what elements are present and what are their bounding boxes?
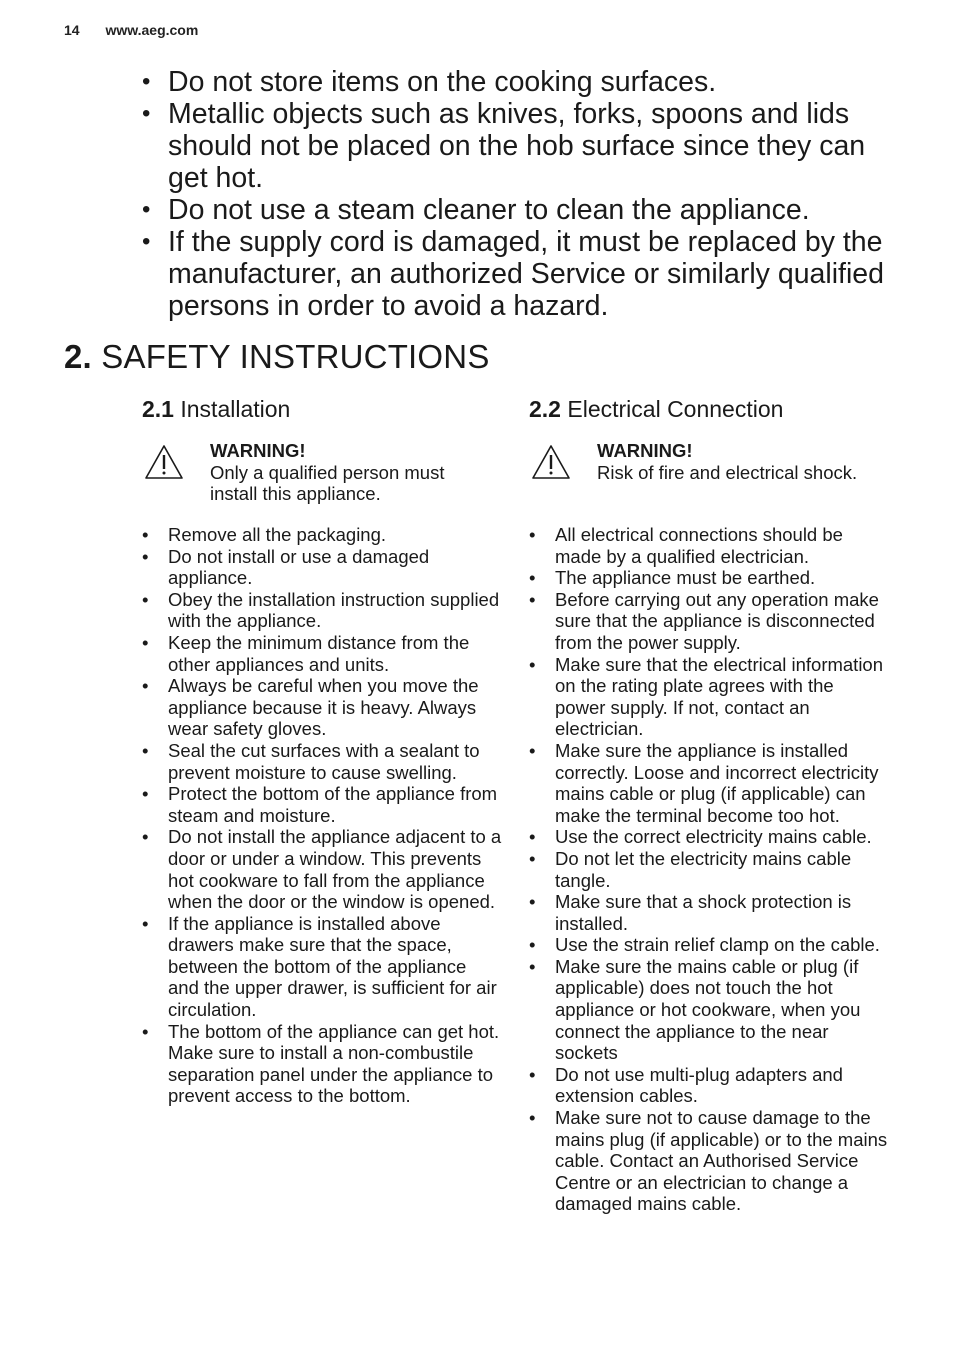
electrical-column — [529, 394, 889, 1215]
website-url: www.aeg.com — [105, 22, 199, 38]
installation-warning — [142, 440, 502, 504]
list-item: • Metallic objects such as knives, forks, spoons and lids should not be placed on the hob surface since they can get hot. — [140, 98, 900, 194]
list-item: • Remove all the packaging. — [142, 524, 502, 546]
warning-title: WARNING! — [210, 440, 306, 461]
list-item: • Make sure not to cause damage to the mains plug (if applicable) or to the mains cable. Contact an Authorised Service Centre or an electrician to change a damaged mains cable. — [529, 1107, 889, 1215]
list-item: • Protect the bottom of the appliance from steam and moisture. — [142, 783, 502, 826]
continued-safety-list — [140, 66, 900, 322]
list-item: • Do not use multi-plug adapters and extension cables. — [529, 1064, 889, 1107]
list-item: • Do not let the electricity mains cable tangle. — [529, 848, 889, 891]
list-item: • Make sure the appliance is installed correctly. Loose and incorrect electricity mains cable or plug (if applicable) can make the terminal become too hot. — [529, 740, 889, 826]
section-title: SAFETY INSTRUCTIONS — [101, 338, 490, 375]
installation-list — [142, 524, 502, 1107]
list-item: • Do not use a steam cleaner to clean the appliance. — [140, 194, 900, 226]
section-number: 2. — [64, 338, 92, 375]
installation-heading — [142, 394, 502, 424]
page-header — [64, 22, 198, 38]
subsection-number: 2.1 — [142, 396, 174, 422]
list-item: • The bottom of the appliance can get hot. Make sure to install a non-combustile separation panel under the appliance to prevent access to the bottom. — [142, 1021, 502, 1107]
subsection-title: Installation — [180, 396, 291, 422]
warning-message: Only a qualified person must install this appliance. — [210, 461, 445, 504]
warning-message: Risk of fire and electrical shock. — [597, 461, 858, 483]
electrical-list — [529, 524, 889, 1215]
list-item: • Use the correct electricity mains cable. — [529, 826, 889, 848]
warning-triangle-icon — [531, 444, 571, 480]
electrical-heading — [529, 394, 889, 424]
list-item: • Do not install or use a damaged appliance. — [142, 546, 502, 589]
list-item: • All electrical connections should be made by a qualified electrician. — [529, 524, 889, 567]
electrical-warning — [529, 440, 889, 504]
list-item: • Use the strain relief clamp on the cable. — [529, 934, 889, 956]
page-number: 14 — [64, 22, 80, 38]
list-item: • Make sure the mains cable or plug (if applicable) does not touch the hot appliance or hot cookware, when you connect the appliance to the near sockets — [529, 956, 889, 1064]
list-item: • Always be careful when you move the appliance because it is heavy. Always wear safety gloves. — [142, 675, 502, 740]
list-item: • Do not store items on the cooking surfaces. — [140, 66, 900, 98]
list-item: • If the appliance is installed above drawers make sure that the space, between the bottom of the appliance and the upper drawer, is sufficient for air circulation. — [142, 913, 502, 1021]
list-item: • Make sure that the electrical information on the rating plate agrees with the power supply. If not, contact an electrician. — [529, 654, 889, 740]
list-item: • The appliance must be earthed. — [529, 567, 889, 589]
section-heading — [64, 338, 490, 376]
installation-column — [142, 394, 502, 1107]
subsection-title: Electrical Connection — [567, 396, 784, 422]
list-item: • Obey the installation instruction supplied with the appliance. — [142, 589, 502, 632]
list-item: • Do not install the appliance adjacent to a door or under a window. This prevents hot cookware to fall from the appliance when the door or the window is opened. — [142, 826, 502, 912]
list-item: • If the supply cord is damaged, it must be replaced by the manufacturer, an authorized Service or similarly qualified persons in order to avoid a hazard. — [140, 226, 900, 322]
warning-text-block — [597, 440, 877, 483]
subsection-number: 2.2 — [529, 396, 561, 422]
warning-title: WARNING! — [597, 440, 693, 461]
list-item: • Before carrying out any operation make sure that the appliance is disconnected from the power supply. — [529, 589, 889, 654]
warning-text-block — [210, 440, 490, 505]
list-item: • Keep the minimum distance from the other appliances and units. — [142, 632, 502, 675]
warning-triangle-icon — [144, 444, 184, 480]
list-item: • Make sure that a shock protection is installed. — [529, 891, 889, 934]
list-item: • Seal the cut surfaces with a sealant to prevent moisture to cause swelling. — [142, 740, 502, 783]
